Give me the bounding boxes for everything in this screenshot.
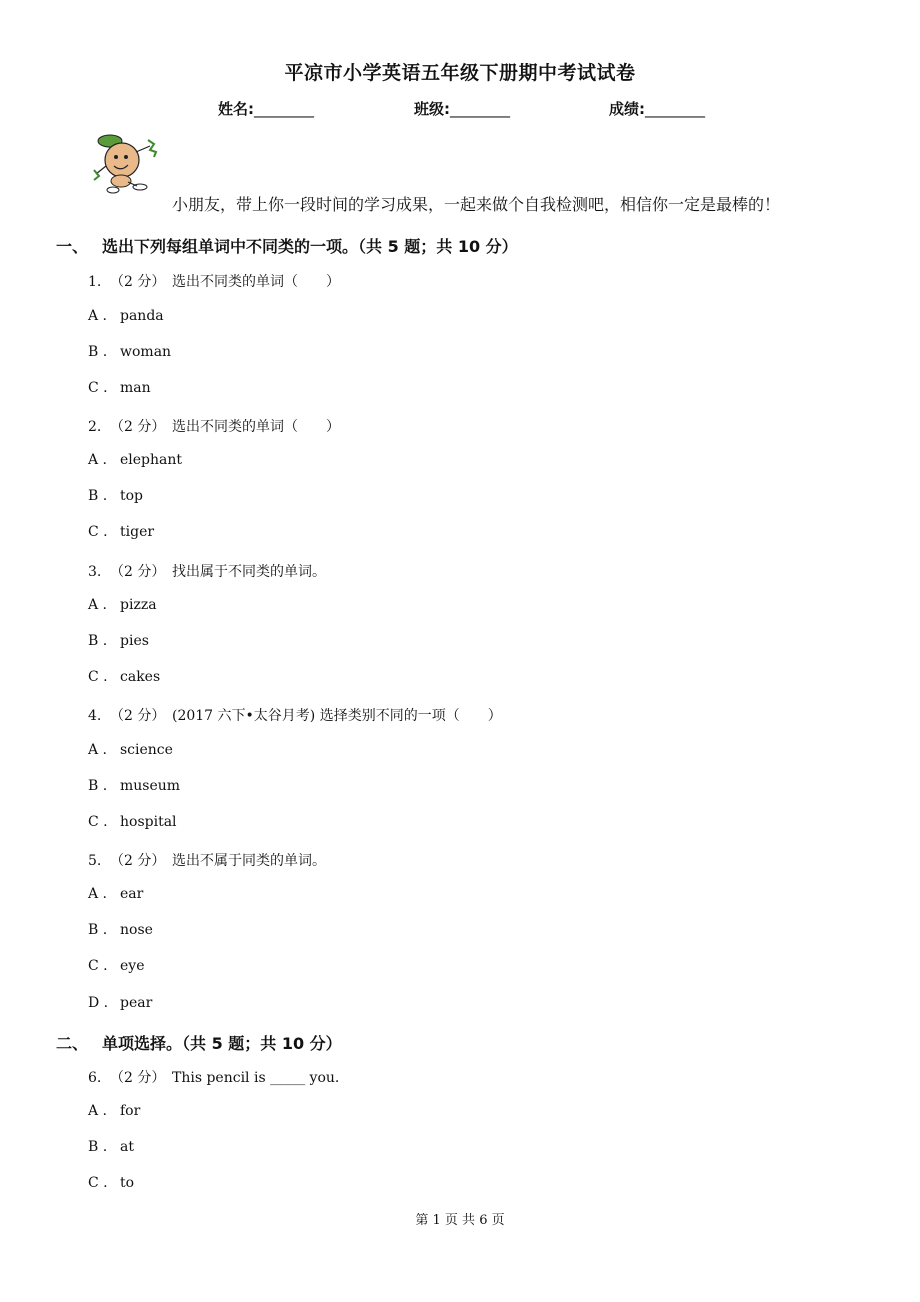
option-text: at	[120, 1139, 134, 1155]
section-number: 一、	[56, 237, 89, 256]
answer-option	[88, 1139, 134, 1155]
answer-option	[88, 344, 171, 360]
question-text: 选出不同类的单词（ ）	[172, 274, 340, 290]
option-letter: A .	[88, 886, 108, 902]
question	[88, 1067, 339, 1087]
option-letter: A .	[88, 452, 108, 468]
section-number: 二、	[56, 1034, 89, 1053]
question	[88, 416, 340, 436]
name-label: 姓名:	[218, 100, 254, 118]
option-letter: B .	[88, 344, 108, 360]
option-letter: B .	[88, 633, 108, 649]
option-text: pies	[120, 633, 149, 649]
answer-option	[88, 669, 160, 685]
name-blank: ________	[254, 100, 314, 118]
option-text: to	[120, 1175, 135, 1191]
question-number: 5.	[88, 853, 102, 869]
option-letter: A .	[88, 742, 108, 758]
intro-text: 小朋友，带上你一段时间的学习成果，一起来做个自我检测吧，相信你一定是最棒的！	[172, 195, 781, 214]
option-text: nose	[120, 922, 153, 938]
answer-option	[88, 308, 164, 324]
score-label: 成绩:	[609, 100, 645, 118]
question-points: （2 分）	[110, 274, 166, 290]
option-letter: C .	[88, 1175, 108, 1191]
question	[88, 705, 502, 725]
question-points: （2 分）	[110, 853, 166, 869]
answer-option	[88, 742, 173, 758]
option-letter: C .	[88, 669, 108, 685]
answer-option	[88, 995, 152, 1011]
option-letter: B .	[88, 1139, 108, 1155]
answer-option	[88, 814, 177, 830]
question-number: 3.	[88, 564, 102, 580]
question-text: 找出属于不同类的单词。	[172, 564, 326, 580]
section-heading	[56, 234, 518, 257]
option-text: panda	[120, 308, 164, 324]
answer-option	[88, 452, 182, 468]
question-text: (2017 六下•太谷月考) 选择类别不同的一项（ ）	[172, 708, 502, 724]
class-field	[414, 98, 510, 119]
answer-option	[88, 886, 143, 902]
section-heading	[56, 1031, 342, 1054]
answer-option	[88, 958, 144, 974]
option-letter: B .	[88, 922, 108, 938]
option-letter: B .	[88, 778, 108, 794]
score-blank: ________	[645, 100, 705, 118]
answer-option	[88, 488, 143, 504]
option-text: pizza	[120, 597, 157, 613]
option-text: ear	[120, 886, 144, 902]
question-points: （2 分）	[110, 564, 166, 580]
answer-option	[88, 778, 180, 794]
answer-option	[88, 380, 151, 396]
question	[88, 561, 326, 581]
page-title: 平凉市小学英语五年级下册期中考试试卷	[284, 62, 636, 84]
question-number: 1.	[88, 274, 102, 290]
answer-option	[88, 524, 154, 540]
answer-option	[88, 597, 157, 613]
question-number: 6.	[88, 1070, 102, 1086]
option-text: for	[120, 1103, 141, 1119]
option-letter: C .	[88, 524, 108, 540]
cartoon-mascot-icon	[92, 130, 170, 196]
option-text: hospital	[120, 814, 177, 830]
option-text: tiger	[120, 524, 155, 540]
question-text: 选出不同类的单词（ ）	[172, 419, 340, 435]
class-blank: ________	[450, 100, 510, 118]
option-letter: C .	[88, 814, 108, 830]
section-title: 选出下列每组单词中不同类的一项。（共 5 题；共 10 分）	[102, 237, 518, 256]
option-letter: A .	[88, 1103, 108, 1119]
question-text: 选出不属于同类的单词。	[172, 853, 326, 869]
option-text: top	[120, 488, 144, 504]
answer-option	[88, 1175, 134, 1191]
option-text: eye	[120, 958, 145, 974]
option-letter: A .	[88, 308, 108, 324]
question-points: （2 分）	[110, 708, 166, 724]
option-letter: C .	[88, 958, 108, 974]
option-letter: A .	[88, 597, 108, 613]
option-text: science	[120, 742, 173, 758]
question	[88, 271, 340, 291]
option-text: pear	[120, 995, 153, 1011]
question	[88, 850, 326, 870]
option-letter: C .	[88, 380, 108, 396]
class-label: 班级:	[414, 100, 450, 118]
option-letter: B .	[88, 488, 108, 504]
answer-option	[88, 1103, 140, 1119]
option-text: woman	[120, 344, 172, 360]
section-title: 单项选择。（共 5 题；共 10 分）	[102, 1034, 342, 1053]
answer-option	[88, 922, 153, 938]
question-number: 2.	[88, 419, 102, 435]
name-field	[218, 98, 314, 119]
option-text: museum	[120, 778, 181, 794]
option-letter: D .	[88, 995, 109, 1011]
option-text: elephant	[120, 452, 183, 468]
score-field	[609, 98, 705, 119]
question-points: （2 分）	[110, 419, 166, 435]
page-footer: 第 1 页 共 6 页	[415, 1213, 505, 1228]
question-text: This pencil is _____ you.	[172, 1070, 340, 1086]
question-points: （2 分）	[110, 1070, 166, 1086]
option-text: man	[120, 380, 151, 396]
option-text: cakes	[120, 669, 161, 685]
question-number: 4.	[88, 708, 102, 724]
answer-option	[88, 633, 149, 649]
